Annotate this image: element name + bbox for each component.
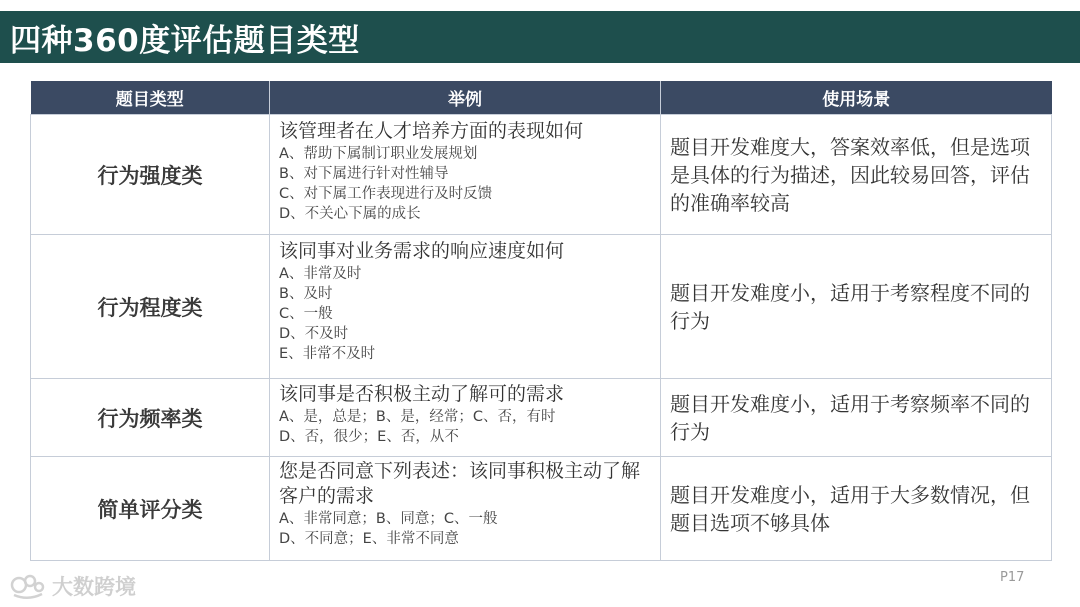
example-question: 该同事是否积极主动了解可的需求 (279, 383, 565, 405)
example-option: D、不同意；E、非常不同意 (279, 531, 459, 547)
example-option: B、及时 (279, 286, 333, 302)
watermark-text: 大数跨境 (52, 575, 136, 599)
row-usage: 题目开发难度小，适用于大多数情况，但题目选项不够具体 (661, 457, 1052, 561)
table-header-row (31, 81, 1052, 115)
example-option: A、非常及时 (279, 266, 362, 282)
example-option: C、一般 (279, 306, 333, 322)
table-row (31, 457, 1052, 561)
question-types-table (30, 81, 1052, 561)
example-option: C、对下属工作表现进行及时反馈 (279, 186, 493, 202)
example-option: D、否，很少；E、否，从不 (279, 429, 459, 445)
example-option: A、帮助下属制订职业发展规划 (279, 146, 478, 162)
header-usage: 使用场景 (661, 81, 1052, 115)
row-usage: 题目开发难度小，适用于考察程度不同的行为 (661, 235, 1052, 379)
page-title: 四种360度评估题目类型 (10, 22, 360, 59)
watermark (10, 571, 136, 601)
example-option: D、不及时 (279, 326, 349, 342)
example-question: 该同事对业务需求的响应速度如何 (279, 240, 565, 262)
header-example: 举例 (270, 81, 661, 115)
row-type: 行为强度类 (31, 115, 270, 235)
table-row (31, 235, 1052, 379)
example-option: B、对下属进行针对性辅导 (279, 166, 449, 182)
question-types-table-wrap (30, 81, 1051, 561)
row-usage: 题目开发难度小，适用于考察频率不同的行为 (661, 379, 1052, 457)
example-question: 该管理者在人才培养方面的表现如何 (279, 120, 584, 142)
row-example (270, 115, 661, 235)
page-number: P17 (1000, 570, 1025, 585)
example-question: 您是否同意下列表述：该同事积极主动了解客户的需求 (279, 460, 641, 507)
example-option: D、不关心下属的成长 (279, 206, 421, 222)
row-example (270, 457, 661, 561)
row-type: 简单评分类 (31, 457, 270, 561)
row-example (270, 379, 661, 457)
example-option: A、非常同意；B、同意；C、一般 (279, 511, 498, 527)
title-bar (0, 11, 1080, 63)
header-type: 题目类型 (31, 81, 270, 115)
table-row (31, 115, 1052, 235)
row-type: 行为频率类 (31, 379, 270, 457)
row-type: 行为程度类 (31, 235, 270, 379)
watermark-logo-icon (10, 571, 46, 601)
row-usage: 题目开发难度大，答案效率低，但是选项是具体的行为描述，因此较易回答，评估的准确率较高 (661, 115, 1052, 235)
example-option: A、是，总是；B、是，经常；C、否，有时 (279, 409, 556, 425)
example-option: E、非常不及时 (279, 346, 376, 362)
row-example (270, 235, 661, 379)
table-row (31, 379, 1052, 457)
